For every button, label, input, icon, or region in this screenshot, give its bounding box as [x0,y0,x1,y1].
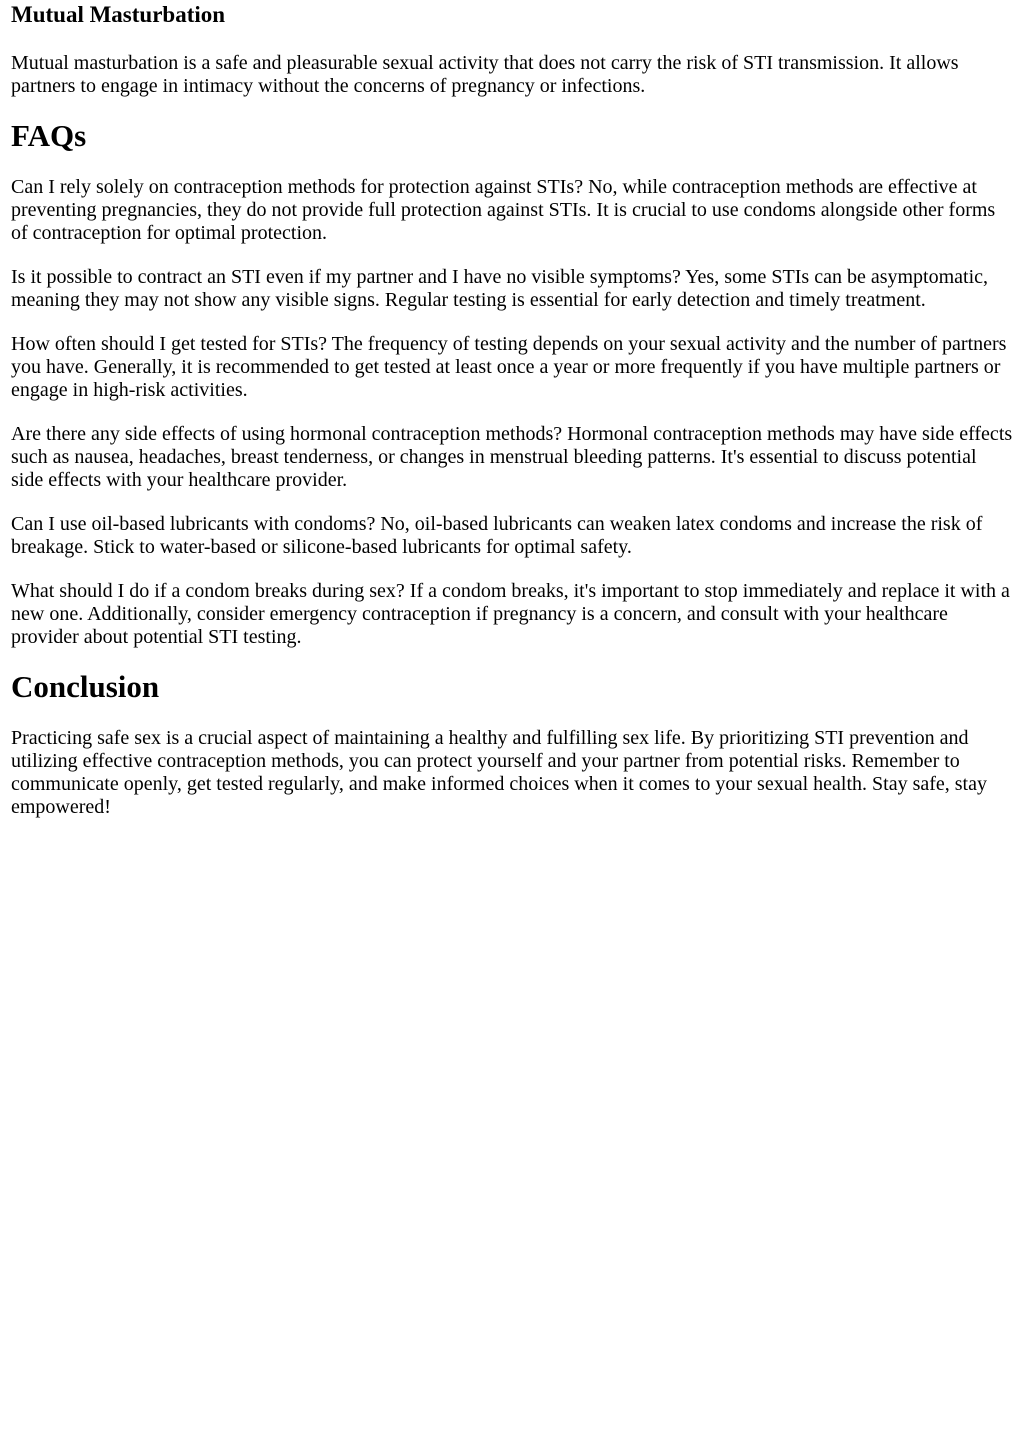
faq-item-asymptomatic: Is it possible to contract an STI even if my partner and I have no visible symptoms? Yes, some STIs can be asymptomatic, meaning they may not show any visible signs. Regular testing is essential for early detection and timely treatment. [11,266,989,311]
faq-item-condom-breaks: What should I do if a condom breaks during sex? If a condom breaks, it's important to stop immediately and replace it with a new one. Additionally, consider emergency contraception if pregnancy is a concern, and consult with your healthcare provider about potential STI testing. [11,580,1010,648]
faqs-heading: FAQs [11,118,87,153]
faq-item-contraception-sti: Can I rely solely on contraception methods for protection against STIs? No, while contraception methods are effective at preventing pregnancies, they do not provide full protection against STIs. It is crucial to use condoms alongside other forms of contraception for optimal protection. [11,176,996,244]
conclusion-heading: Conclusion [11,669,160,704]
conclusion-paragraph: Practicing safe sex is a crucial aspect of maintaining a healthy and fulfilling sex life. By prioritizing STI prevention and utilizing effective contraception methods, you can protect yourself and your partner from potential risks. Remember to communicate openly, get tested regularly, and make informed choices when it comes to your sexual health. Stay safe, stay empowered! [11,727,987,818]
faq-item-testing-frequency: How often should I get tested for STIs? The frequency of testing depends on your sexual activity and the number of partners you have. Generally, it is recommended to get tested at least once a year or more frequently if you have multiple partners or engage in high-risk activities. [11,333,1007,401]
mutual-masturbation-heading: Mutual Masturbation [11,2,226,27]
mutual-masturbation-paragraph: Mutual masturbation is a safe and pleasurable sexual activity that does not carry the risk of STI transmission. It allows partners to engage in intimacy without the concerns of pregnancy or infections. [11,52,959,97]
faq-item-oil-lubricants: Can I use oil-based lubricants with condoms? No, oil-based lubricants can weaken latex condoms and increase the risk of breakage. Stick to water-based or silicone-based lubricants for optimal safety. [11,513,983,558]
faq-item-hormonal-side-effects: Are there any side effects of using hormonal contraception methods? Hormonal contraception methods may have side effects such as nausea, headaches, breast tenderness, or changes in menstrual bleeding patterns. It's essential to discuss potential side effects with your healthcare provider. [11,423,1013,491]
